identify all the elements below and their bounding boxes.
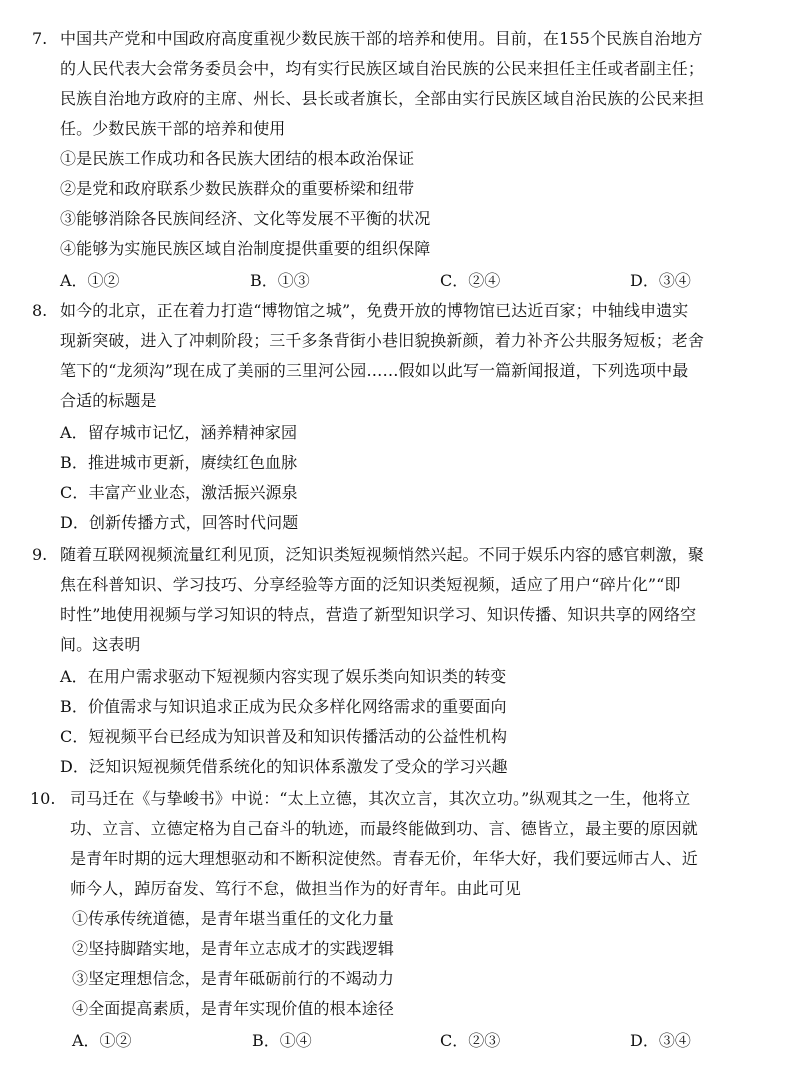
- question-stem-line: 司马迁在《与挚峻书》中说：“太上立德，其次立言，其次立功。”纵观其之一生，他将立: [70, 789, 691, 808]
- question-stem-line: 如今的北京，正在着力打造“博物馆之城”，免费开放的博物馆已达近百家；中轴线申遗实: [60, 301, 689, 320]
- choice-row: [60, 266, 780, 296]
- choice-c[interactable]: C．②③: [440, 1031, 501, 1050]
- choice-a[interactable]: A．①②: [60, 271, 120, 290]
- choice-a[interactable]: A．留存城市记忆，涵养精神家园: [60, 423, 298, 442]
- choice-c[interactable]: C．短视频平台已经成为知识普及和知识传播活动的公益性机构: [60, 727, 508, 746]
- statement-item: ①传承传统道德，是青年堪当重任的文化力量: [72, 909, 395, 928]
- choice-d[interactable]: D．③④: [630, 1031, 691, 1050]
- question-stem-line: 师今人，踔厉奋发、笃行不怠，做担当作为的好青年。由此可见: [70, 879, 521, 898]
- question-stem-line: 间。这表明: [60, 635, 141, 654]
- statement-item: ④全面提高素质，是青年实现价值的根本途径: [72, 999, 395, 1018]
- question-stem-line: 的人民代表大会常务委员会中，均有实行民族区域自治民族的公民来担任主任或者副主任；: [60, 59, 705, 78]
- question-stem-line: 现新突破，进入了冲刺阶段；三千多条背街小巷旧貌换新颜，着力补齐公共服务短板；老舍: [60, 331, 705, 350]
- question-stem-line: 随着互联网视频流量红利见顶，泛知识类短视频悄然兴起。不同于娱乐内容的感官刺激，聚: [60, 545, 705, 564]
- question-stem-line: 是青年时期的远大理想驱动和不断积淀使然。青春无价，年华大好，我们要远师古人、近: [70, 849, 698, 868]
- question-stem-line: 合适的标题是: [60, 391, 157, 410]
- choice-b[interactable]: B．推进城市更新，赓续红色血脉: [60, 453, 298, 472]
- question-stem-line: 功、立言、立德定格为自己奋斗的轨迹，而最终能做到功、言、德皆立，最主要的原因就: [70, 819, 698, 838]
- question-number: 9.: [32, 545, 48, 564]
- question-number: 10.: [30, 789, 56, 808]
- question-number: 7.: [32, 29, 48, 48]
- choice-row: [72, 1026, 792, 1056]
- question-stem-line: 中国共产党和中国政府高度重视少数民族干部的培养和使用。目前，在155个民族自治地方: [60, 29, 703, 48]
- choice-d[interactable]: D．泛知识短视频凭借系统化的知识体系激发了受众的学习兴趣: [60, 757, 508, 776]
- statement-item: ③能够消除各民族间经济、文化等发展不平衡的状况: [60, 209, 431, 228]
- choice-b[interactable]: B．①④: [252, 1031, 312, 1050]
- statement-item: ②坚持脚踏实地，是青年立志成才的实践逻辑: [72, 939, 395, 958]
- choice-a[interactable]: A．①②: [72, 1031, 132, 1050]
- question-stem-line: 任。少数民族干部的培养和使用: [60, 119, 286, 138]
- choice-b[interactable]: B．价值需求与知识追求正成为民众多样化网络需求的重要面向: [60, 697, 507, 716]
- choice-c[interactable]: C．②④: [440, 271, 501, 290]
- statement-item: ③坚定理想信念，是青年砥砺前行的不竭动力: [72, 969, 395, 988]
- statement-item: ①是民族工作成功和各民族大团结的根本政治保证: [60, 149, 415, 168]
- question-number: 8.: [32, 301, 48, 320]
- statement-item: ②是党和政府联系少数民族群众的重要桥梁和纽带: [60, 179, 415, 198]
- choice-a[interactable]: A．在用户需求驱动下短视频内容实现了娱乐类向知识类的转变: [60, 667, 507, 686]
- choice-b[interactable]: B．①③: [250, 271, 310, 290]
- question-stem-line: 民族自治地方政府的主席、州长、县长或者旗长，全部由实行民族区域自治民族的公民来担: [60, 89, 705, 108]
- choice-d[interactable]: D．③④: [630, 271, 691, 290]
- question-stem-line: 焦在科普知识、学习技巧、分享经验等方面的泛知识类短视频，适应了用户“碎片化”“即: [60, 575, 681, 594]
- question-stem-line: 笔下的“龙须沟”现在成了美丽的三里河公园……假如以此写一篇新闻报道，下列选项中最: [60, 361, 689, 380]
- choice-d[interactable]: D．创新传播方式，回答时代问题: [60, 513, 299, 532]
- question-stem-line: 时性”地使用视频与学习知识的特点，营造了新型知识学习、知识传播、知识共享的网络空: [60, 605, 697, 624]
- statement-item: ④能够为实施民族区域自治制度提供重要的组织保障: [60, 239, 431, 258]
- choice-c[interactable]: C．丰富产业业态，激活振兴源泉: [60, 483, 298, 502]
